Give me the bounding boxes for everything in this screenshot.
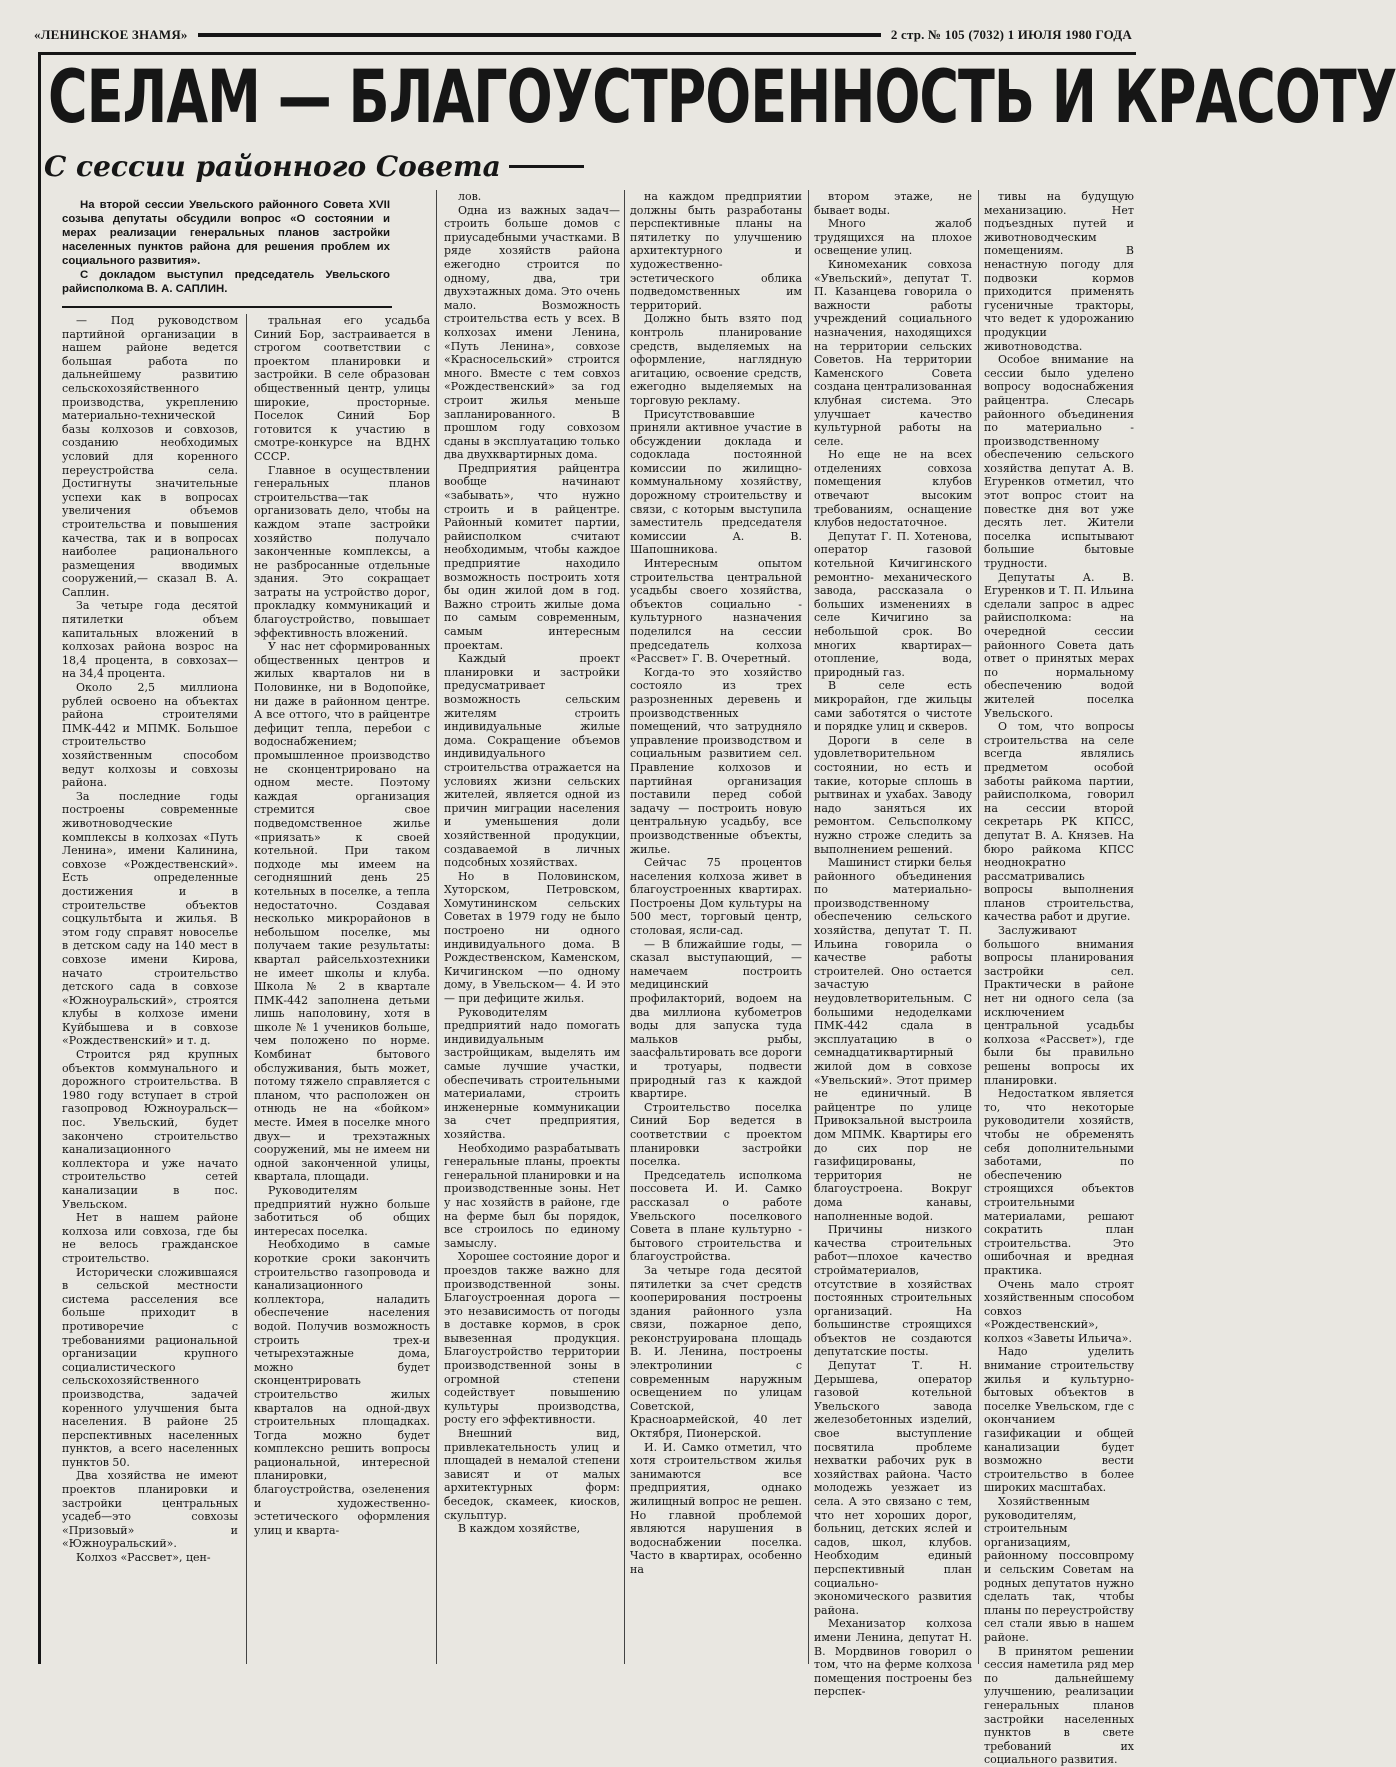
article-paragraph: Заслуживают большого внимания вопросы планирования застройки сел. Практически в районе нет ни одного села (за исключением центральной усадьбы колхоза «Рассвет»), где были бы правильно решены вопросы их планировки. — [984, 924, 1134, 1087]
article-paragraph: Сейчас 75 процентов населения колхоза живет в благоустроенных квартирах. Построены Дом культуры на 500 мест, торговый центр, столовая, ясли-сад. — [630, 856, 802, 938]
article-paragraph: В принятом решении сессия наметила ряд мер по дальнейшему улучшению, реализации генеральных планов застройки населенных пунктов в свете требований их социального развития. — [984, 1644, 1134, 1767]
article-paragraph: Механизатор колхоза имени Ленина, депутат Н. В. Мордвинов говорил о том, что на ферме колхоза помещения построены без перспек- — [814, 1617, 972, 1699]
article-paragraph: Председатель исполкома поссовета И. И. Самко рассказал о работе Увельского поселкового Совета в плане культурно - бытового строительства и благоустройства. — [630, 1168, 802, 1264]
lead-rule — [62, 306, 392, 308]
column-divider — [808, 190, 809, 1664]
article-paragraph: Депутат Т. Н. Дерышева, оператор газовой котельной Увельского завода железобетонных изделий, свое выступление посвятила проблеме нехватки рабочих рук в хозяйствах района. Часто молодежь уезжает из села. А это связано с тем, что нет хороших дорог, больниц, детских яслей и садов, школ, клубов. Необходим единый перспективный план социально-экономического развития района. — [814, 1359, 972, 1617]
article-paragraph: тивы на будущую механизацию. Нет подъездных путей и животноводческим помещениям. В ненастную погоду для подвозки кормов приходится применять гусеничные тракторы, что ведет к удорожанию продукции животноводства. — [984, 190, 1134, 353]
article-paragraph: За последние годы построены современные животноводческие комплексы в колхозах «Путь Ленина», имени Калинина, совхозе «Рождественский». Есть определенные достижения и в строительстве объектов соцкультбыта и жилья. В этом году справят новоселье в детском саду на 140 мест в совхозе имени Кирова, начато строительство детского сада в совхозе «Южноуральский», строятся клубы в колхозе имени Куйбышева и в совхозе «Рождественский» и т. д. — [62, 789, 238, 1048]
article-paragraph: Машинист стирки белья районного объединения по материально-производственному обеспечению сельского хозяйства, депутат Т. П. Ильина говорила о качестве работы строителей. Оно остается зачастую неудовлетворительным. С большими недоделками ПМК-442 сдала в эксплуатацию в о семнадцатиквартирный жилой дом в совхозе «Увельский». Этот пример не единичный. В райцентре по улице Привокзальной выстроила дом МПМК. Квартиры его до сих пор не газифицированы, территория не благоустроена. Вокруг дома канавы, наполненные водой. — [814, 856, 972, 1223]
newspaper-name: «ЛЕНИНСКОЕ ЗНАМЯ» — [34, 27, 188, 42]
article-paragraph: Исторически сложившаяся в сельской местности система расселения все больше приходит в противоречие с требованиями рациональной организации крупного социалистического сельскохозяйственного производства, задачей коренного улучшения быта населения. В районе 25 перспективных населенных пунктов, а всего населенных пунктов 50. — [62, 1265, 238, 1469]
article-paragraph: Необходимо в самые короткие сроки закончить строительство газопровода и канализационного коллектора, наладить обеспечение населения водой. Получив возможность строить трех-и четырехэтажные дома, можно будет сконцентрировать строительство жилых кварталов на одной-двух строительных площадках. Тогда можно будет комплексно решить вопросы рациональной, интересной планировки, благоустройства, озеленения и художественно-эстетического оформления улиц и кварта- — [254, 1238, 430, 1537]
article-paragraph: Но в Половинском, Хуторском, Петровском, Хомутининском сельских Советах в 1979 году не было построено ни одного индивидуального дома. В Рождественском, Каменском, Кичигинском —по одному дому, в Увельском— 4. И это— при дефиците жилья. — [444, 869, 620, 1006]
column-divider — [246, 314, 247, 1664]
article-paragraph: Особое внимание на сессии было уделено вопросу водоснабжения райцентра. Слесарь районного объединения по материально - производственному обеспечению сельского хозяйства депутат А. В. Егуренков отметил, что этот вопрос стоит на повестке дня вот уже десять лет. Жители поселка испытывают большие бытовые трудности. — [984, 353, 1134, 571]
article-paragraph: Очень мало строят хозяйственным способом совхоз «Рождественский», колхоз «Заветы Ильича». — [984, 1277, 1134, 1345]
article-paragraph: втором этаже, не бывает воды. — [814, 190, 972, 217]
article-paragraph: Хорошее состояние дорог и проездов также важно для производственной зоны. Благоустроенная дорога —это независимость от погоды в доставке кормов, в срок вывезенная продукция. Благоустройство территории производственной зоны в огромной степени содействует повышению культуры производства, росту его эффективности. — [444, 1250, 620, 1427]
article-paragraph: Одна из важных задач— строить больше домов с приусадебными участками. В ряде хозяйств района ежегодно строится по одному, два, три двухэтажных дома. Это очень мало. Возможность строительства есть у всех. В колхозах имени Ленина, «Путь Ленина», совхозе «Красносельский» строится много. Вместе с тем совхоз «Рождественский» за год строит жилья меньше запланированного. В прошлом году совхозом сданы в эксплуатацию только два двухквартирных дома. — [444, 203, 620, 462]
article-paragraph: Руководителям предприятий надо помогать индивидуальным застройщикам, выделять им самые лучшие участки, обеспечивать строительными материалами, строить инженерные коммуникации за счет предприятия, хозяйства. — [444, 1005, 620, 1141]
article-paragraph: Около 2,5 миллиона рублей освоено на объектах района строителями ПМК-442 и МПМК. Большое строительство хозяйственным способом ведут колхозы и совхозы района. — [62, 681, 238, 790]
article-paragraph: Когда-то это хозяйство состояло из трех разрозненных деревень и производственных помещений, что затрудняло управление производством и социальным развитием сел. Правление колхозов и партийная организация поставили перед собой задачу — построить новую центральную усадьбу, все производственные объекты, жилье. — [630, 665, 802, 856]
article-paragraph: В каждом хозяйстве, — [458, 1522, 581, 1536]
column-divider — [978, 190, 979, 1664]
article-paragraph: В селе есть микрорайон, где жильцы сами заботятся о чистоте и порядке улиц и скверов. — [814, 679, 972, 734]
text-column-4 — [630, 190, 802, 1666]
article-paragraph: За четыре года десятой пятилетки объем капитальных вложений в колхозах района возрос на 18,4 процента, в совхозах— на 34,4 процента. — [62, 599, 238, 681]
article-paragraph: Присутствовавшие приняли активное участие в обсуждении доклада и содоклада постоянной комиссии по жилищно-коммунальному хозяйству, дорожному строительству и связи, с которым выступила заместитель председателя комиссии А. В. Шапошникова. — [630, 407, 802, 557]
text-column-6 — [984, 190, 1134, 1767]
article-paragraph: Колхоз «Рассвет», цен- — [76, 1551, 211, 1565]
article-paragraph: Недостатком является то, что некоторые руководители хозяйств, чтобы не обременять себя дополнительными заботами, по обеспечению строящихся объектов строительными материалами, решают сократить план строительства. Это ошибочная и вредная практика. — [984, 1087, 1134, 1277]
kicker — [44, 150, 584, 183]
article-paragraph: Внешний вид, привлекательность улиц и площадей в немалой степени зависят и от малых архитектурных форм: беседок, скамеек, киосков, скульптур. — [444, 1427, 620, 1522]
lead-paragraph — [62, 198, 390, 296]
article-paragraph: Должно быть взято под контроль планирование средств, выделяемых на оформление, наглядную агитацию, освоение средств, ежегодно выделяемых на торговую рекламу. — [630, 312, 802, 407]
text-column-5 — [814, 190, 972, 1699]
column-divider — [624, 190, 625, 1664]
article-paragraph: За четыре года десятой пятилетки за счет средств кооперирования построены здания районного узла связи, пожарное депо, реконструирована площадь В. И. Ленина, построены электролинии с современным наружным освещением по улицам Советской, Красноармейской, 40 лет Октября, Пионерской. — [630, 1263, 802, 1441]
kicker-text: С сессии районного Совета — [44, 150, 501, 183]
article-paragraph: на каждом предприятии должны быть разработаны перспективные планы на пятилетку по улучшению архитектурного и художественно-эстетического облика подведомственных им территорий. — [630, 190, 802, 312]
article-paragraph: Депутат Г. П. Хотенова, оператор газовой котельной Кичигинского ремонтно- механического завода, рассказала о больших изменениях в селе Кичигино за небольшой срок. Во многих квартирах— отопление, вода, природный газ. — [814, 529, 972, 679]
text-column-3 — [444, 190, 620, 1666]
article-paragraph: Надо уделить внимание строительству жилья и культурно-бытовых объектов в поселке Увельском, где с окончанием газификации и общей канализации будет возможно вести строительство в более широких масштабах. — [984, 1345, 1134, 1495]
article-paragraph: — Под руководством партийной организации в нашем районе ведется большая работа по дальнейшему развитию сельскохозяйственного производства, укреплению материально-технической базы колхозов и совхозов, созданию необходимых условий для коренного переустройства села. Достигнуты значительные успехи как в вопросах увеличения объемов строительства и повышения качества, так и в вопросах наиболее рационального размещения вводимых сооружений,— сказал В. А. Саплин. — [62, 314, 238, 599]
issue-info: 2 стр. № 105 (7032) 1 ИЮЛЯ 1980 ГОДА — [890, 27, 1132, 42]
article-paragraph: Причины низкого качества строительных работ—плохое качество стройматериалов, отсутствие в хозяйствах постоянных строительных организаций. На большинстве строящихся объектов не создаются депутатские посты. — [814, 1223, 972, 1359]
article-paragraph: лов. — [458, 190, 482, 203]
kicker-rule — [509, 165, 584, 168]
article-paragraph: Необходимо разрабатывать генеральные планы, проекты генеральной планировки и на производственные зоны. Нет у нас хозяйств в районе, где на ферме был бы порядок, все строилось по единому замыслу. — [444, 1141, 620, 1250]
article-paragraph: Интересным опытом строительства центральной усадьбы своего хозяйства, объектов социально - культурного назначения поделился на сессии председатель колхоза «Рассвет» Г. В. Очеретный. — [630, 557, 802, 666]
article-paragraph: Киномеханик совхоза «Увельский», депутат Т. П. Казанцева говорила о важности работы учреждений социального назначения, находящихся на территории сельских Советов. На территории Каменского Совета создана централизованная клубная система. Это улучшает качество культурной работы на селе. — [814, 257, 972, 448]
article-paragraph: У нас нет сформированных общественных центров и жилых кварталов ни в Половинке, ни в Водопойке, ни даже в районном центре. А все оттого, что в райцентре дефицит тепла, перебои с водоснабжением; промышленное производство не сконцентрировано на одном месте. Поэтому каждая организация стремится свое подведомственное жилье «приязать» к своей котельной. При таком подходе мы имеем на сегодняшний день 25 котельных в поселке, а тепла недостаточно. Создавая несколько микрорайонов в небольшом поселке, мы получаем такие результаты: квартал райсельхозтехники не имеет школы и клуба. Школа № 2 в квартале ПМК-442 заполнена детьми лишь наполовину, хотя в школе № 1 учеников больше, чем положено по норме. Комбинат бытового обслуживания, быть может, потому тяжело справляется с планом, что расположен он отнюдь не на «бойком» месте. Имея в поселке много двух— и трехэтажных сооружений, мы не имеем ни одной законченной улицы, квартала, площади. — [254, 640, 430, 1184]
article-paragraph: Главное в осуществлении генеральных планов строительства—так организовать дело, чтобы на каждом этапе застройки хозяйство получало законченные комплексы, а не разбросанные отдельные здания. Это сокращает затраты на устройство дорог, прокладку коммуникаций и благоустройство, повышает эффективность вложений. — [254, 463, 430, 640]
article-paragraph: Дороги в селе в удовлетворительном состоянии, но есть и такие, которые сплошь в рытвинах и ухабах. Заводу надо заняться их ремонтом. Сельсполкому нужно строже следить за выполнением решений. — [814, 733, 972, 856]
article-paragraph: Хозяйственным руководителям, строительным организациям, районному поссовпрому и сельским Советам на родных депутатов нужно сделать так, чтобы планы по переустройству сел стали явью в нашем районе. — [984, 1495, 1134, 1644]
lead-byline: С докладом выступил председатель Увельского райисполкома В. А. САПЛИН. — [62, 269, 390, 295]
article-paragraph: Каждый проект планировки и застройки предусматривает возможность сельским жителям строить индивидуальные жилые дома. Сокращение объемов индивидуального строительства отражается на условиях жизни сельских жителей, является одной из причин миграции населения и уменьшения доли хозяйственной продукции, создаваемой в личных подсобных хозяйствах. — [444, 652, 620, 870]
text-column-1 — [62, 314, 238, 1666]
article-paragraph: Руководителям предприятий нужно больше заботиться об общих интересах поселка. — [254, 1184, 430, 1238]
article-paragraph: Строится ряд крупных объектов коммунального и дорожного строительства. В 1980 году вступает в строй газопровод Южноуральск— пос. Увельский, будет закончено строительство канализационного коллектора и уже начато строительство сетей канализации в пос. Увельском. — [62, 1048, 238, 1211]
headline: СЕЛАМ — БЛАГОУСТРОЕННОСТЬ И КРАСОТУ — [48, 54, 1396, 140]
article-paragraph: Нет в нашем районе колхоза или совхоза, где бы не велось гражданское строительство. — [62, 1211, 238, 1265]
lead-text: На второй сессии Увельского районного Совета XVII созыва депутаты обсудили вопрос «О состоянии и мерах реализации генеральных планов застройки населенных пунктов района для решения проблем их социального развития». — [62, 199, 390, 267]
article-paragraph: Предприятия райцентра вообще начинают «забывать», что нужно строить и в райцентре. Районный комитет партии, райисполком считают необходимым, чтобы каждое предприятие находило возможность построить хотя бы один жилой дом в год. Важно строить жилые дома по самым современным, самым интересным проектам. — [444, 461, 620, 652]
article-paragraph: Но еще не на всех отделениях совхоза помещения клубов отвечают высоким требованиям, оснащение клубов недостаточное. — [814, 448, 972, 530]
frame-left-rule — [38, 52, 41, 1664]
article-paragraph: Много жалоб трудящихся на плохое освещение улиц. — [814, 217, 972, 258]
article-paragraph: И. И. Самко отметил, что хотя строительством жилья занимаются все предприятия, однако жилищный вопрос не решен. Но главной проблемой являются нарушения в водоснабжении поселка. Часто в квартирах, особенно на — [630, 1440, 802, 1576]
article-paragraph: — В ближайшие годы, —сказал выступающий, —намечаем построить медицинский профилакторий, водоем на два миллиона кубометров воды для запуска туда мальков рыбы, заасфальтировать все дороги и тротуары, подвести природный газ к каждой квартире. — [630, 937, 802, 1101]
column-divider — [436, 190, 437, 1664]
text-column-2 — [254, 314, 430, 1666]
header-rule — [198, 33, 881, 37]
article-paragraph: Депутаты А. В. Егуренков и Т. П. Ильина сделали запрос в адрес райисполкома: на очередной сессии районного Совета дать ответ о принятых мерах по нормальному обеспечению водой жителей поселка Увельского. — [984, 570, 1134, 720]
running-header — [34, 24, 1132, 46]
article-paragraph: Строительство поселка Синий Бор ведется в соответствии с проектом планировки застройки поселка. — [630, 1100, 802, 1169]
article-paragraph: тральная его усадьба Синий Бор, застраивается в строгом соответствии с проектом планировки и застройки. В селе образован общественный центр, улицы широкие, просторные. Поселок Синий Бор готовится к участию в смотре-конкурсе на ВДНХ СССР. — [254, 314, 430, 463]
article-paragraph: Два хозяйства не имеют проектов планировки и застройки центральных усадеб—это совхозы «Призовый» и «Южноуральский». — [62, 1469, 238, 1551]
article-paragraph: О том, что вопросы строительства на селе всегда являлись предметом особой заботы райкома партии, райисполкома, говорил на сессии второй секретарь РК КПСС, депутат В. А. Князев. На бюро райкома КПСС неоднократно рассматривались вопросы выполнения планов строительства, качества работ и другие. — [984, 720, 1134, 924]
